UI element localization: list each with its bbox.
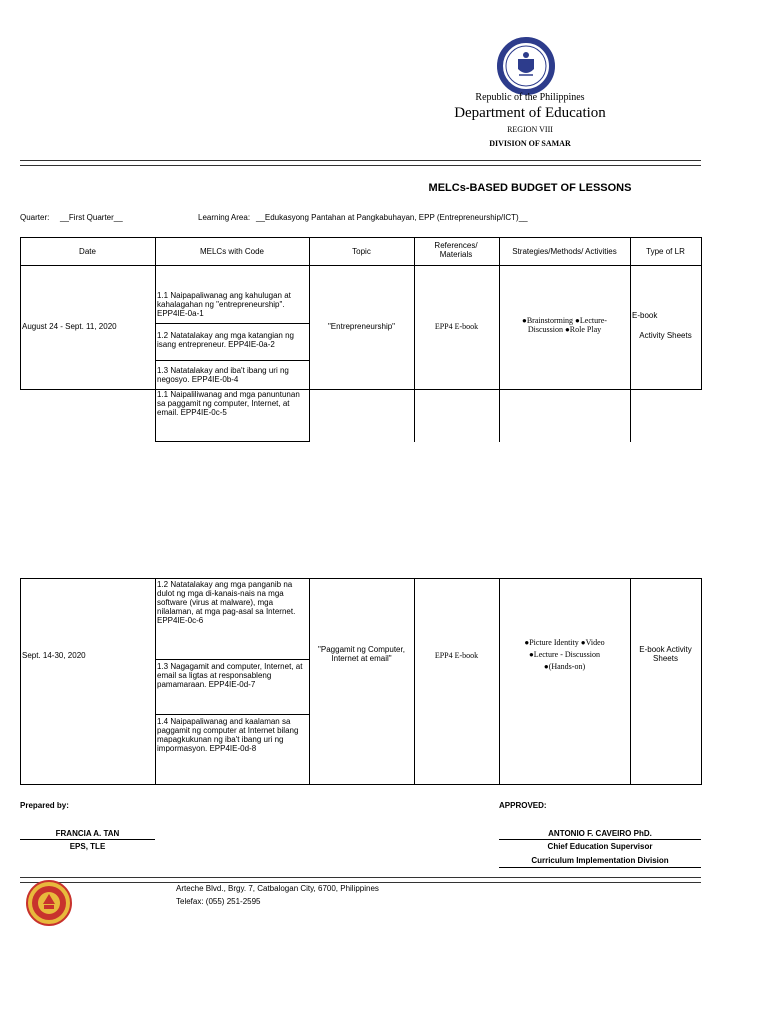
- melc-divider: [155, 441, 309, 442]
- table-rule: [20, 389, 702, 390]
- date-cell: August 24 - Sept. 11, 2020: [22, 322, 117, 331]
- strategies-cell: ●Brainstorming ●Lecture-Discussion ●Role Play: [522, 316, 607, 334]
- approved-label: APPROVED:: [499, 801, 547, 810]
- melc-item: 1.4 Naipapaliwanag and kaalaman sa paggamit ng computer at Internet bilang mapagkukunan ng iba't ibang uri ng impormasyon. EPP4IE-0d-8: [157, 717, 299, 753]
- table-rule: [701, 578, 702, 785]
- preparer-signature-line: [20, 839, 155, 840]
- learning-area-label: Learning Area:: [198, 213, 251, 222]
- table-rule: [499, 237, 500, 442]
- document-title: MELCs-BASED BUDGET OF LESSONS: [428, 182, 632, 194]
- table-rule: [309, 578, 310, 785]
- republic-line: Republic of the Philippines: [475, 92, 585, 103]
- footer-divider: [20, 877, 701, 883]
- melc-item: 1.2 Natatalakay ang mga katangian ng isang entrepreneur. EPP4IE-0a-2: [157, 331, 294, 349]
- melc-item: 1.3 Nagagamit and computer, Internet, at email sa ligtas at responsableng pamamaraan. EPP4IE-0d-7: [157, 662, 303, 689]
- melc-divider: [155, 323, 309, 324]
- table-rule: [20, 578, 21, 785]
- approver-division: Curriculum Implementation Division: [531, 856, 669, 865]
- header-lr-type: Type of LR: [646, 247, 685, 256]
- melc-divider: [155, 714, 309, 715]
- quarter-value: __First Quarter__: [60, 213, 123, 222]
- table-rule: [20, 578, 702, 579]
- topic-cell: "Paggamit ng Computer, Internet at email": [318, 645, 405, 663]
- approver-signature-line: [499, 839, 701, 840]
- header-divider: [20, 160, 701, 166]
- prepared-by-label: Prepared by:: [20, 801, 69, 810]
- header-topic: Topic: [352, 247, 371, 256]
- table-rule: [414, 578, 415, 785]
- quarter-label: Quarter:: [20, 213, 50, 222]
- preparer-name: FRANCIA A. TAN: [55, 829, 120, 838]
- deped-seal-logo: [497, 37, 555, 95]
- table-rule: [701, 237, 702, 389]
- approver-title: Chief Education Supervisor: [547, 842, 653, 851]
- topic-cell: "Entrepreneurship": [327, 322, 396, 331]
- header-melcs: MELCs with Code: [199, 247, 265, 256]
- table-rule: [20, 784, 702, 785]
- melc-divider: [155, 659, 309, 660]
- references-cell: EPP4 E-book: [434, 322, 479, 331]
- learning-area-value: __Edukasyong Pantahan at Pangkabuhayan, EPP (Entrepreneurship/ICT)__: [256, 213, 528, 222]
- strategies-cell: ●(Hands-on): [543, 662, 586, 671]
- melc-divider: [155, 360, 309, 361]
- references-cell: EPP4 E-book: [434, 651, 479, 660]
- header-references: References/ Materials: [434, 241, 478, 259]
- region-name: REGION VIII: [507, 125, 553, 134]
- table-rule: [155, 578, 156, 785]
- strategies-cell: ●Picture Identity ●Video: [524, 638, 605, 647]
- department-name: Department of Education: [454, 105, 606, 121]
- melc-item: 1.3 Natatalakay and iba't ibang uri ng negosyo. EPP4IE-0b-4: [157, 366, 289, 384]
- melc-item: 1.2 Natatalakay ang mga panganib na dulot ng mga di-kanais-nais na mga software (virus at malware), mga nilalaman, at mga pag-asal sa Internet. EPP4IE-0c-6: [157, 580, 296, 625]
- table-rule: [20, 265, 702, 266]
- approver-name: ANTONIO F. CAVEIRO PhD.: [548, 829, 652, 838]
- header-strategies: Strategies/Methods/ Activities: [512, 247, 617, 256]
- table-rule: [20, 237, 21, 389]
- lr-cell: E-book: [632, 311, 658, 320]
- approver-underline: [499, 867, 701, 868]
- table-rule: [414, 237, 415, 442]
- lr-cell: Activity Sheets: [639, 331, 692, 340]
- footer-telefax: Telefax: (055) 251-2595: [176, 897, 261, 906]
- table-rule: [20, 237, 702, 238]
- footer-address: Arteche Blvd., Brgy. 7, Catbalogan City, 6700, Philippines: [176, 884, 379, 893]
- header-date: Date: [79, 247, 96, 256]
- preparer-title: EPS, TLE: [69, 842, 106, 851]
- table-rule: [155, 237, 156, 442]
- melc-item: 1.1 Naipapaliwanag ang kahulugan at kahalagahan ng "entrepreneurship". EPP4IE-0a-1: [157, 291, 291, 318]
- lr-cell: E-book Activity Sheets: [639, 645, 692, 663]
- table-rule: [499, 578, 500, 785]
- melc-item: 1.1 Naipaliliwanag and mga panuntunan sa paggamit ng computer, Internet, at email. EPP4IE-0c-5: [157, 390, 300, 417]
- date-cell: Sept. 14-30, 2020: [22, 651, 86, 660]
- table-rule: [630, 578, 631, 785]
- table-rule: [309, 237, 310, 442]
- strategies-cell: ●Lecture - Discussion: [528, 650, 601, 659]
- division-name: DIVISION OF SAMAR: [489, 139, 571, 148]
- division-seal-logo: [26, 880, 72, 926]
